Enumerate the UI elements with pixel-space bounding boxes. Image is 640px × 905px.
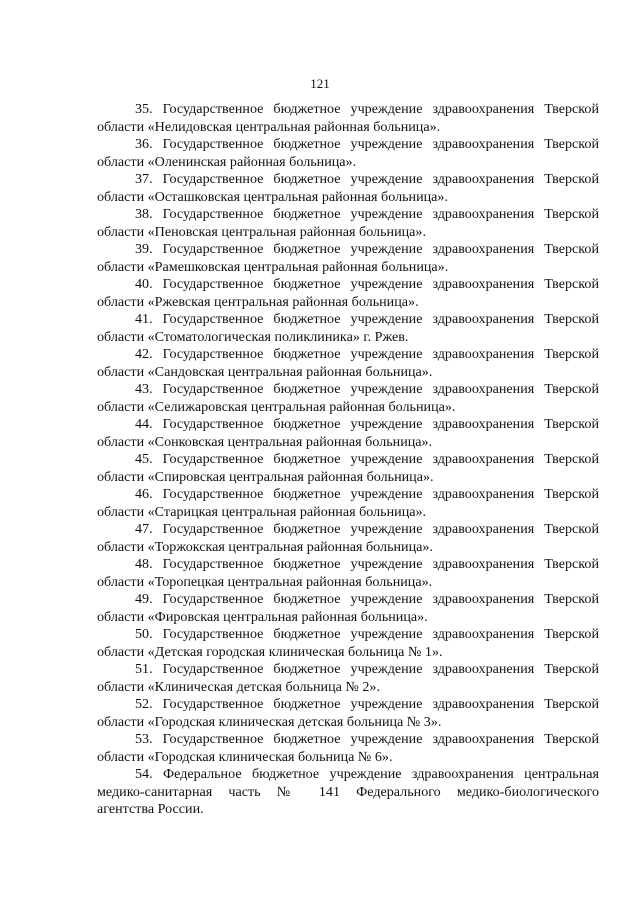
list-item bbox=[97, 451, 599, 486]
list-item bbox=[97, 626, 599, 661]
list-item bbox=[97, 276, 599, 311]
list-item bbox=[97, 731, 599, 766]
list-item bbox=[97, 591, 599, 626]
list-item-first-line: 52. Государственное бюджетное учреждение здравоохранения Тверской bbox=[135, 696, 599, 712]
list-item bbox=[97, 101, 599, 136]
list-item-second-line: области «Спировская центральная районная больница». bbox=[97, 468, 434, 485]
list-item-second-line: области «Фировская центральная районная больница». bbox=[97, 608, 428, 625]
list-item-first-line: 35. Государственное бюджетное учреждение здравоохранения Тверской bbox=[135, 101, 599, 117]
list-item-first-line: 51. Государственное бюджетное учреждение здравоохранения Тверской bbox=[135, 661, 599, 677]
list-item-second-line: области «Старицкая центральная районная больница». bbox=[97, 503, 427, 520]
list-item-first-line: 47. Государственное бюджетное учреждение здравоохранения Тверской bbox=[135, 521, 599, 537]
list-item-second-line: области «Сонковская центральная районная больница». bbox=[97, 433, 433, 450]
list-item-first-line: 41. Государственное бюджетное учреждение здравоохранения Тверской bbox=[135, 311, 599, 327]
list-item-second-line: области «Торжокская центральная районная больница». bbox=[97, 538, 433, 555]
list-item-second-line: медико-санитарная часть № 141 Федерального медико-биологического bbox=[97, 783, 599, 800]
list-item-second-line: области «Оленинская районная больница». bbox=[97, 153, 357, 170]
list-item bbox=[97, 346, 599, 381]
list-item-first-line: 42. Государственное бюджетное учреждение здравоохранения Тверской bbox=[135, 346, 599, 362]
list-item bbox=[97, 696, 599, 731]
list-item-first-line: 36. Государственное бюджетное учреждение здравоохранения Тверской bbox=[135, 136, 599, 152]
list-item bbox=[97, 661, 599, 696]
list-item-second-line: области «Городская клиническая детская больница № 3». bbox=[97, 713, 442, 730]
list-item-first-line: 37. Государственное бюджетное учреждение здравоохранения Тверской bbox=[135, 171, 599, 187]
list-item-first-line: 49. Государственное бюджетное учреждение здравоохранения Тверской bbox=[135, 591, 599, 607]
document-body bbox=[97, 101, 599, 819]
list-item bbox=[97, 381, 599, 416]
list-item bbox=[97, 206, 599, 241]
list-item-third-line: агентства России. bbox=[97, 801, 204, 817]
list-item-first-line: 54. Федеральное бюджетное учреждение здравоохранения центральная bbox=[135, 766, 599, 782]
list-item-second-line: области «Селижаровская центральная районная больница». bbox=[97, 398, 456, 415]
list-item bbox=[97, 521, 599, 556]
list-item bbox=[97, 171, 599, 206]
list-item-federal bbox=[97, 766, 599, 819]
list-item-second-line: области «Торопецкая центральная районная больница». bbox=[97, 573, 433, 590]
list-item-first-line: 45. Государственное бюджетное учреждение здравоохранения Тверской bbox=[135, 451, 599, 467]
list-item-second-line: области «Детская городская клиническая больница № 1». bbox=[97, 643, 443, 660]
list-item bbox=[97, 241, 599, 276]
page-number: 121 bbox=[310, 76, 330, 91]
list-item bbox=[97, 136, 599, 171]
list-item-first-line: 43. Государственное бюджетное учреждение здравоохранения Тверской bbox=[135, 381, 599, 397]
list-item bbox=[97, 416, 599, 451]
list-item-second-line: области «Осташковская центральная районная больница». bbox=[97, 188, 449, 205]
list-item bbox=[97, 311, 599, 346]
list-item bbox=[97, 486, 599, 521]
list-item-second-line: области «Клиническая детская больница № 2». bbox=[97, 678, 380, 695]
list-item-second-line: области «Сандовская центральная районная больница». bbox=[97, 363, 433, 380]
list-item bbox=[97, 556, 599, 591]
list-item-second-line: области «Пеновская центральная районная больница». bbox=[97, 223, 426, 240]
list-item-first-line: 44. Государственное бюджетное учреждение здравоохранения Тверской bbox=[135, 416, 599, 432]
list-item-first-line: 50. Государственное бюджетное учреждение здравоохранения Тверской bbox=[135, 626, 599, 642]
list-item-second-line: области «Ржевская центральная районная больница». bbox=[97, 293, 419, 310]
list-item-first-line: 53. Государственное бюджетное учреждение здравоохранения Тверской bbox=[135, 731, 599, 747]
list-item-second-line: области «Городская клиническая больница № 6». bbox=[97, 748, 393, 765]
list-item-second-line: области «Нелидовская центральная районная больница». bbox=[97, 118, 441, 135]
list-item-first-line: 46. Государственное бюджетное учреждение здравоохранения Тверской bbox=[135, 486, 599, 502]
list-item-first-line: 38. Государственное бюджетное учреждение здравоохранения Тверской bbox=[135, 206, 599, 222]
list-item-first-line: 40. Государственное бюджетное учреждение здравоохранения Тверской bbox=[135, 276, 599, 292]
list-item-second-line: области «Рамешковская центральная районная больница». bbox=[97, 258, 449, 275]
list-item-first-line: 48. Государственное бюджетное учреждение здравоохранения Тверской bbox=[135, 556, 599, 572]
list-item-second-line: области «Стоматологическая поликлиника» г. Ржев. bbox=[97, 328, 409, 345]
list-item-first-line: 39. Государственное бюджетное учреждение здравоохранения Тверской bbox=[135, 241, 599, 257]
